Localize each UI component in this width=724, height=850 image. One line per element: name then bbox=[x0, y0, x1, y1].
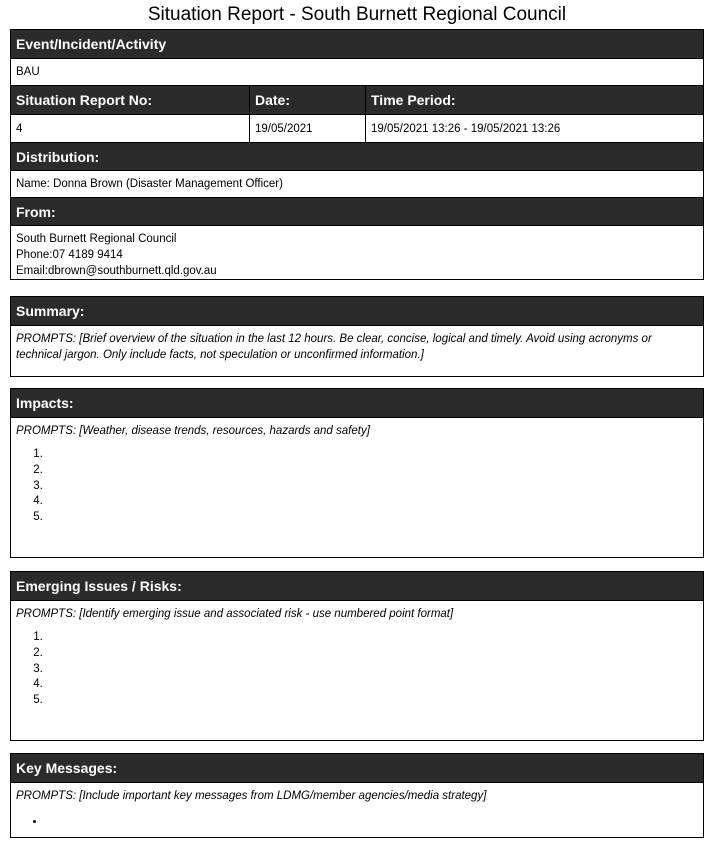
list-item bbox=[46, 479, 698, 495]
impacts-body bbox=[11, 417, 703, 526]
time-period-header: Time Period: bbox=[365, 86, 703, 114]
event-header: Event/Incident/Activity bbox=[11, 30, 703, 58]
time-period-value: 19/05/2021 13:26 - 19/05/2021 13:26 bbox=[365, 115, 703, 142]
key-messages-list bbox=[16, 814, 698, 830]
event-value: BAU bbox=[11, 58, 703, 85]
key-messages-body bbox=[11, 782, 703, 830]
emerging-issues-section bbox=[10, 571, 704, 741]
impacts-header: Impacts: bbox=[11, 389, 703, 417]
summary-body bbox=[11, 325, 703, 363]
list-item bbox=[46, 447, 698, 463]
list-item bbox=[46, 630, 698, 646]
list-item bbox=[46, 693, 698, 709]
report-header-row bbox=[11, 85, 703, 114]
emerging-issues-body bbox=[11, 600, 703, 709]
list-item bbox=[46, 677, 698, 693]
key-messages-prompt: PROMPTS: [Include important key messages from LDMG/member agencies/media strategy] bbox=[16, 790, 487, 802]
from-line: South Burnett Regional Council bbox=[16, 233, 177, 245]
page-title: Situation Report - South Burnett Regional Council bbox=[147, 4, 567, 25]
from-line: Email:dbrown@southburnett.qld.gov.au bbox=[16, 265, 217, 277]
date-value: 19/05/2021 bbox=[249, 115, 365, 142]
distribution-header: Distribution: bbox=[11, 142, 703, 170]
list-item bbox=[46, 510, 698, 526]
summary-section bbox=[10, 296, 704, 377]
list-item bbox=[46, 646, 698, 662]
date-header: Date: bbox=[249, 86, 365, 114]
from-line: Phone:07 4189 9414 bbox=[16, 249, 123, 261]
impacts-section bbox=[10, 388, 704, 558]
impacts-list bbox=[16, 447, 698, 526]
report-value-row bbox=[11, 114, 703, 142]
distribution-value: Name: Donna Brown (Disaster Management Officer) bbox=[11, 170, 703, 197]
report-info-table bbox=[10, 29, 704, 280]
emerging-issues-list bbox=[16, 630, 698, 709]
list-item bbox=[46, 662, 698, 678]
impacts-prompt: PROMPTS: [Weather, disease trends, resources, hazards and safety] bbox=[16, 425, 370, 437]
summary-prompt: PROMPTS: [Brief overview of the situation in the last 12 hours. Be clear, concise, logical and timely. Avoid using acronyms or technical jargon. Only include facts, not speculation or unconfirmed information.] bbox=[16, 333, 652, 361]
emerging-issues-prompt: PROMPTS: [Identify emerging issue and associated risk - use numbered point format] bbox=[16, 608, 454, 620]
report-no-value: 4 bbox=[16, 122, 23, 135]
key-messages-section bbox=[10, 753, 704, 838]
list-item bbox=[46, 814, 698, 830]
emerging-issues-header: Emerging Issues / Risks: bbox=[11, 572, 703, 600]
list-item bbox=[46, 463, 698, 479]
from-body bbox=[11, 225, 703, 279]
list-item bbox=[46, 494, 698, 510]
from-header: From: bbox=[11, 197, 703, 225]
report-no-header: Situation Report No: bbox=[16, 92, 153, 108]
key-messages-header: Key Messages: bbox=[11, 754, 703, 782]
summary-header: Summary: bbox=[11, 297, 703, 325]
